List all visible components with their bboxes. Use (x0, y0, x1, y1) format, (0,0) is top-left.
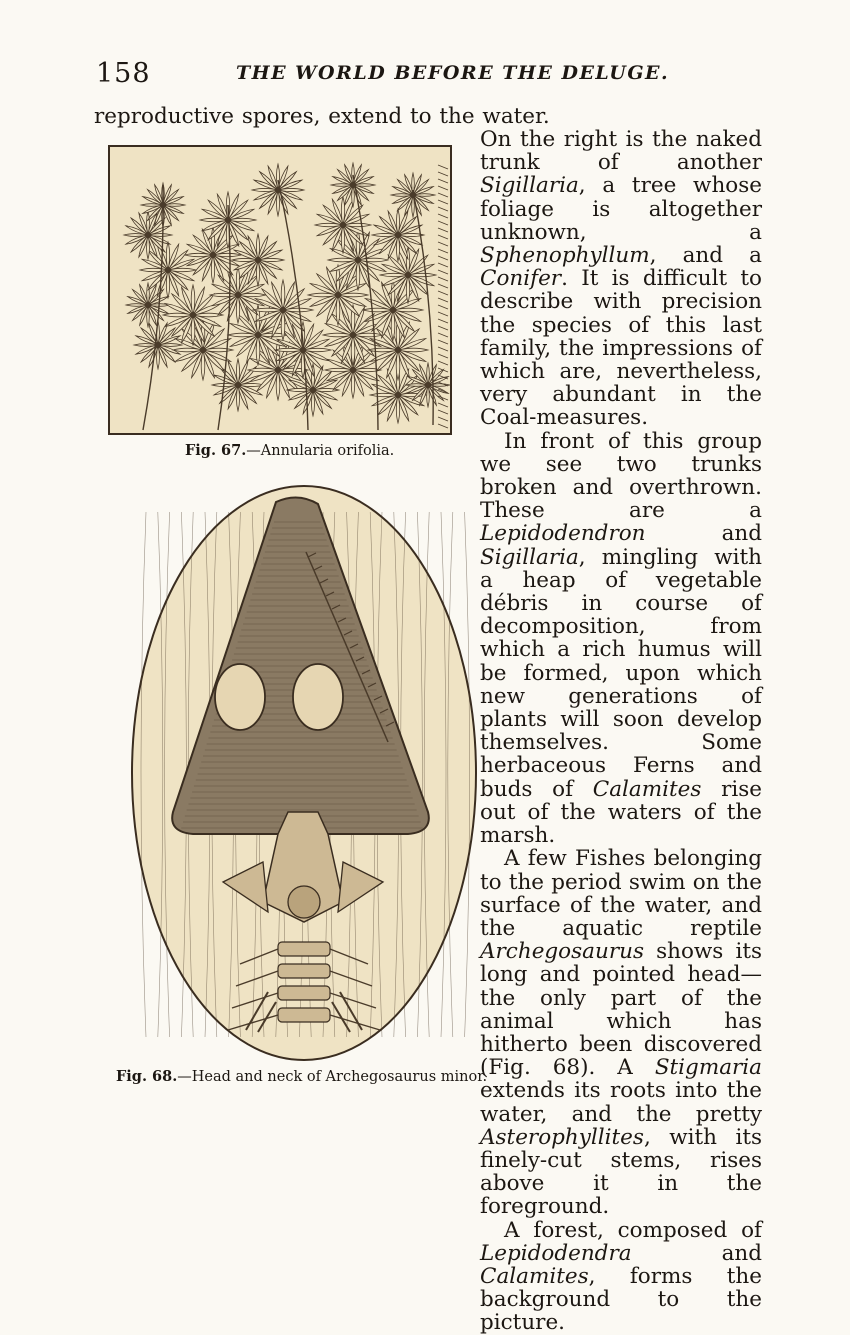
p2-italic-2: Sigillaria (480, 544, 579, 570)
p1-text-4: . It is difficult to describe with precision the species of this last family, the impressions of which are, nevertheless, very abundant in the Coal-measures. (480, 266, 762, 431)
p1-italic-1: Sigillaria (480, 173, 579, 199)
p3-text-1: A few Fishes belonging to the period swim on the surface of the water, and the aquatic reptile (480, 846, 762, 941)
p3-text-3: extends its roots into the water, and the pretty (480, 1078, 762, 1127)
p4-italic-2: Calamites (480, 1263, 589, 1289)
p3-text-2: shows its long and pointed head—the only part of the animal which has hitherto been discovered (Fig. 68). A (480, 939, 762, 1081)
fig-68-label: Fig. 68. (116, 1068, 178, 1085)
p1-text-2: , a tree whose foliage is altogether unknown, a (480, 173, 762, 245)
paragraph-2 (480, 430, 762, 848)
annularia-whorl (253, 280, 313, 340)
fig-67-label: Fig. 67. (185, 442, 247, 459)
p2-italic-1: Lepidodendron (480, 521, 646, 547)
p3-italic-2: Stigmaria (654, 1055, 762, 1081)
p2-italic-3: Calamites (592, 776, 702, 802)
p1-text-3: , and a (649, 243, 762, 269)
p3-italic-1: Archegosaurus (480, 939, 644, 965)
annularia-whorl (232, 234, 284, 286)
annularia-whorl (406, 363, 450, 407)
p1-italic-2: Sphenophyllum (480, 243, 650, 269)
p3-italic-3: Asterophyllites (480, 1124, 644, 1150)
p1-text-1: On the right is the naked trunk of another (480, 127, 762, 176)
annularia-whorl (124, 211, 172, 259)
paragraph-4 (480, 1219, 762, 1335)
opening-line: reproductive spores, extend to the water. (94, 104, 550, 129)
annularia-whorl (252, 164, 304, 216)
p4-italic-1: Lepidodendra (480, 1240, 632, 1266)
p2-text-4: rise out of the waters of the marsh. (480, 776, 763, 849)
page-number: 158 (96, 58, 151, 89)
fig-68-text: —Head and neck of Archegosaurus minor. (177, 1069, 488, 1085)
p2-text-2: and (645, 521, 762, 547)
fig-67-text: —Annularia orifolia. (246, 443, 395, 459)
p3-text-4: , with its finely-cut stems, rises above it in the foreground. (480, 1124, 762, 1220)
fig-67-annularia-engraving (108, 145, 452, 435)
fig-68-caption (116, 1068, 487, 1085)
p4-text-2: and (631, 1240, 762, 1266)
paragraph-1 (480, 128, 762, 430)
text-column (480, 128, 762, 1335)
p4-text-1: A forest, composed of (504, 1217, 762, 1243)
fig-68-archegosaurus-engraving (128, 482, 480, 1064)
fig-67-caption (185, 442, 394, 459)
annularia-whorl (200, 192, 256, 248)
annularia-whorl (391, 173, 435, 217)
annularia-whorl (331, 163, 375, 207)
p2-text-3: , mingling with a heap of vegetable débris in course of decomposition, from which a rich humus will be formed, upon which new generations of plants will soon develop themselves. Some herbaceous Ferns and buds of (480, 544, 762, 802)
annularia-whorl (315, 197, 371, 253)
running-title: THE WORLD BEFORE THE DELUGE. (236, 62, 670, 84)
paragraph-3 (480, 847, 762, 1218)
p2-text-1: In front of this group we see two trunks broken and overthrown. These are a (480, 428, 762, 524)
p1-italic-3: Conifer (480, 266, 562, 292)
annularia-whorl (372, 209, 424, 261)
p4-text-3: , forms the background to the picture. (480, 1263, 762, 1335)
